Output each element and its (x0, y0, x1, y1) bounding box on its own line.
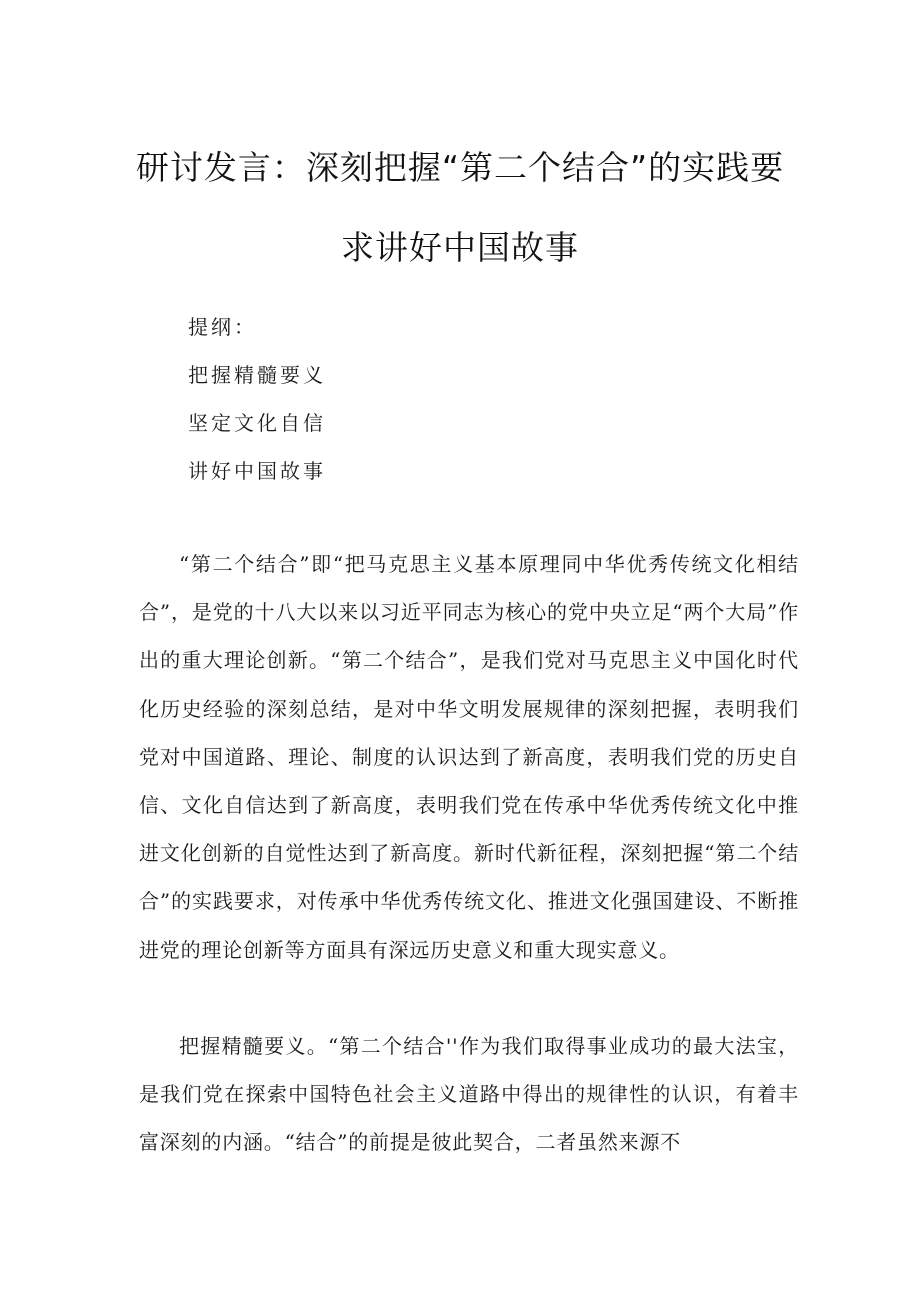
body-paragraph: “第二个结合”即“把马克思主义基本原理同中华优秀传统文化相结合”，是党的十八大以来以习近平同志为核心的党中央立足“两个大局”作出的重大理论创新。“第二个结合”，是我们党对马克思主义中国化时代化历史经验的深刻总结，是对中华文明发展规律的深刻把握，表明我们党对中国道路、理论、制度的认识达到了新高度，表明我们党的历史自信、文化自信达到了新高度，表明我们党在传承中华优秀传统文化中推进文化创新的自觉性达到了新高度。新时代新征程，深刻把握“第二个结合”的实践要求，对传承中华优秀传统文化、推进文化强国建设、不断推进党的理论创新等方面具有深远历史意义和重大现实意义。 (139, 552, 799, 962)
document-title-line-1: 研讨发言：深刻把握“第二个结合”的实践要 (135, 148, 785, 187)
outline-item: 把握精髓要义 (188, 363, 326, 387)
outline-item: 讲好中国故事 (188, 459, 326, 483)
outline-heading: 提纲： (188, 315, 257, 339)
body-paragraph: 把握精髓要义。“第二个结合''作为我们取得事业成功的最大法宝，是我们党在探索中国特色社会主义道路中得出的规律性的认识，有着丰富深刻的内涵。“结合”的前提是彼此契合，二者虽然来源不 (139, 1034, 799, 1155)
outline-item: 坚定文化自信 (188, 411, 326, 435)
document-title-line-2: 求讲好中国故事 (341, 228, 579, 267)
